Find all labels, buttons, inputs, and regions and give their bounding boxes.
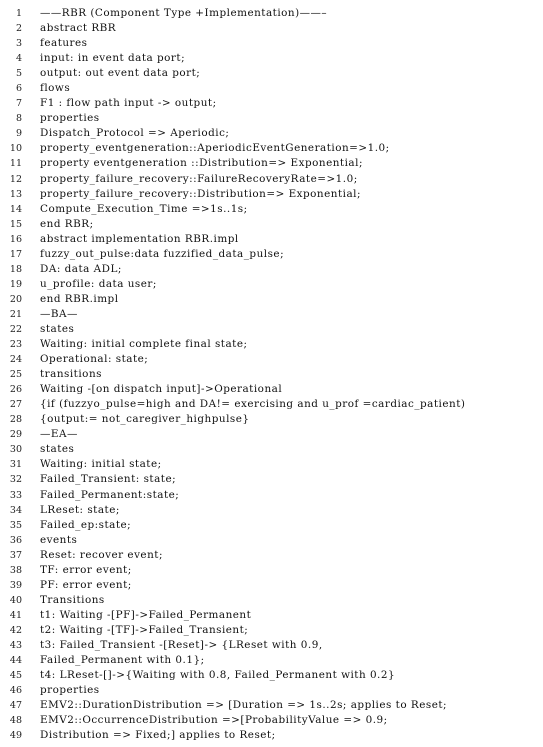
- code-text: abstract RBR: [40, 22, 117, 35]
- code-line: [0, 698, 543, 713]
- code-listing: [0, 6, 543, 743]
- code-text: transitions: [40, 368, 102, 381]
- line-number: 5: [15, 68, 22, 80]
- code-text: states: [40, 443, 75, 456]
- code-text: Waiting: initial complete final state;: [40, 338, 248, 351]
- line-number: 25: [9, 369, 22, 381]
- code-line: [0, 442, 543, 457]
- code-line: [0, 427, 543, 442]
- code-text: Reset: recover event;: [40, 548, 163, 561]
- code-text: output: out event data port;: [40, 67, 201, 80]
- line-number: 43: [9, 639, 22, 651]
- line-number: 31: [9, 459, 22, 471]
- code-line: [0, 608, 543, 623]
- line-number: 15: [9, 218, 22, 230]
- code-text: features: [40, 37, 88, 50]
- line-number: 2: [15, 23, 22, 35]
- code-text: properties: [40, 684, 100, 697]
- line-number: 37: [9, 549, 22, 561]
- code-line: [0, 533, 543, 548]
- code-line: [0, 81, 543, 96]
- line-number: 23: [9, 339, 22, 351]
- code-line: [0, 382, 543, 397]
- code-line: [0, 292, 543, 307]
- code-text: Waiting: initial state;: [40, 458, 162, 471]
- code-text: EMV2::DurationDistribution => [Duration => 1s..2s; applies to Reset;: [40, 699, 448, 712]
- code-text: properties: [40, 112, 100, 125]
- line-number: 46: [9, 685, 22, 697]
- code-line: [0, 488, 543, 503]
- code-text: {if (fuzzyo_pulse=high and DA!= exercising and u_prof =cardiac_patient): [40, 398, 466, 411]
- code-line: [0, 412, 543, 427]
- line-number: 36: [9, 534, 22, 546]
- line-number: 4: [15, 53, 22, 65]
- line-number: 14: [9, 203, 22, 215]
- code-line: [0, 593, 543, 608]
- line-number: 29: [9, 429, 22, 441]
- code-line: [0, 96, 543, 111]
- line-number: 42: [9, 624, 22, 636]
- code-line: [0, 322, 543, 337]
- code-text: {output:= not_caregiver_highpulse}: [40, 413, 250, 426]
- code-line: [0, 187, 543, 202]
- code-line: [0, 217, 543, 232]
- code-line: [0, 578, 543, 593]
- line-number: 10: [9, 143, 22, 155]
- code-line: [0, 713, 543, 728]
- code-line: [0, 51, 543, 66]
- line-number: 47: [9, 700, 22, 712]
- line-number: 1: [15, 8, 22, 19]
- code-line: [0, 548, 543, 563]
- code-text: ——RBR (Component Type +Implementation)——–: [40, 7, 328, 19]
- code-text: u_profile: data user;: [40, 277, 157, 290]
- line-number: 18: [9, 263, 22, 275]
- code-text: end RBR.impl: [40, 292, 119, 305]
- code-line: [0, 111, 543, 126]
- line-number: 45: [9, 670, 22, 682]
- code-line: [0, 307, 543, 322]
- code-text: TF: error event;: [40, 563, 132, 576]
- code-line: [0, 683, 543, 698]
- code-text: property_eventgeneration::AperiodicEventGeneration=>1.0;: [40, 142, 390, 155]
- code-text: abstract implementation RBR.impl: [40, 232, 239, 245]
- line-number: 16: [9, 233, 22, 245]
- line-number: 44: [9, 655, 22, 667]
- code-text: —EA—: [40, 428, 78, 441]
- code-line: [0, 472, 543, 487]
- code-line: [0, 563, 543, 578]
- line-number: 11: [9, 158, 22, 170]
- code-line: [0, 518, 543, 533]
- code-line: [0, 653, 543, 668]
- code-text: Failed_Permanent with 0.1};: [40, 654, 205, 667]
- code-line: [0, 367, 543, 382]
- line-number: 24: [9, 354, 22, 366]
- code-text: Transitions: [40, 593, 105, 606]
- code-text: EMV2::OccurrenceDistribution =>[ProbabilityValue => 0.9;: [40, 714, 388, 727]
- line-number: 48: [9, 715, 22, 727]
- line-number: 38: [9, 564, 22, 576]
- code-line: [0, 277, 543, 292]
- line-number: 13: [9, 188, 22, 200]
- line-number: 21: [9, 308, 22, 320]
- code-line: [0, 247, 543, 262]
- code-line: [0, 6, 543, 21]
- code-text: —BA—: [40, 307, 78, 320]
- line-number: 7: [15, 98, 22, 110]
- code-line: [0, 728, 543, 743]
- code-text: Dispatch_Protocol => Aperiodic;: [40, 127, 230, 140]
- line-number: 26: [9, 384, 22, 396]
- code-text: flows: [40, 82, 71, 95]
- code-text: t3: Failed_Transient -[Reset]-> {LReset with 0.9,: [40, 638, 323, 651]
- line-number: 49: [9, 730, 22, 742]
- code-line: [0, 457, 543, 472]
- line-number: 3: [15, 38, 22, 50]
- line-number: 34: [9, 504, 22, 516]
- code-text: input: in event data port;: [40, 52, 186, 65]
- line-number: 17: [9, 248, 22, 260]
- code-line: [0, 638, 543, 653]
- line-number: 27: [9, 399, 22, 411]
- line-number: 12: [9, 173, 22, 185]
- code-text: property_failure_recovery::Distribution=> Exponential;: [40, 187, 361, 200]
- code-text: Compute_Execution_Time =>1s..1s;: [40, 202, 248, 215]
- line-number: 40: [9, 594, 22, 606]
- code-text: t4: LReset-[]->{Waiting with 0.8, Failed_Permanent with 0.2}: [40, 669, 396, 682]
- line-number: 8: [15, 113, 22, 125]
- line-number: 33: [9, 489, 22, 501]
- line-number: 9: [15, 128, 22, 140]
- code-text: fuzzy_out_pulse:data fuzzified_data_pulse;: [40, 247, 285, 260]
- code-text: end RBR;: [40, 217, 94, 230]
- code-text: events: [40, 533, 78, 546]
- code-text: Failed_Permanent:state;: [40, 488, 180, 501]
- code-line: [0, 172, 543, 187]
- code-line: [0, 397, 543, 412]
- code-text: t1: Waiting -[PF]->Failed_Permanent: [40, 608, 252, 621]
- line-number: 39: [9, 579, 22, 591]
- code-text: Failed_Transient: state;: [40, 473, 177, 486]
- code-text: property eventgeneration ::Distribution=> Exponential;: [40, 157, 363, 170]
- code-line: [0, 66, 543, 81]
- code-text: Distribution => Fixed;] applies to Reset;: [40, 729, 276, 742]
- line-number: 41: [9, 609, 22, 621]
- code-text: Waiting -[on dispatch input]->Operational: [40, 383, 283, 396]
- line-number: 32: [9, 474, 22, 486]
- code-text: property_failure_recovery::FailureRecoveryRate=>1.0;: [40, 172, 358, 185]
- line-number: 30: [9, 444, 22, 456]
- code-line: [0, 156, 543, 171]
- code-line: [0, 668, 543, 683]
- line-number: 6: [15, 83, 22, 95]
- code-text: F1 : flow path input -> output;: [40, 97, 217, 110]
- code-line: [0, 232, 543, 247]
- code-line: [0, 623, 543, 638]
- code-line: [0, 262, 543, 277]
- code-text: states: [40, 322, 75, 335]
- code-line: [0, 352, 543, 367]
- line-number: 22: [9, 323, 22, 335]
- code-text: PF: error event;: [40, 578, 132, 591]
- code-text: Failed_ep:state;: [40, 518, 132, 531]
- code-line: [0, 202, 543, 217]
- code-text: DA: data ADL;: [40, 262, 122, 275]
- code-line: [0, 36, 543, 51]
- code-line: [0, 21, 543, 36]
- line-number: 20: [9, 293, 22, 305]
- code-line: [0, 337, 543, 352]
- line-number: 28: [9, 414, 22, 426]
- code-text: Operational: state;: [40, 353, 149, 366]
- code-line: [0, 503, 543, 518]
- code-line: [0, 126, 543, 141]
- code-text: t2: Waiting -[TF]->Failed_Transient;: [40, 623, 249, 636]
- code-text: LReset: state;: [40, 503, 120, 516]
- line-number: 35: [9, 519, 22, 531]
- code-line: [0, 141, 543, 156]
- line-number: 19: [9, 278, 22, 290]
